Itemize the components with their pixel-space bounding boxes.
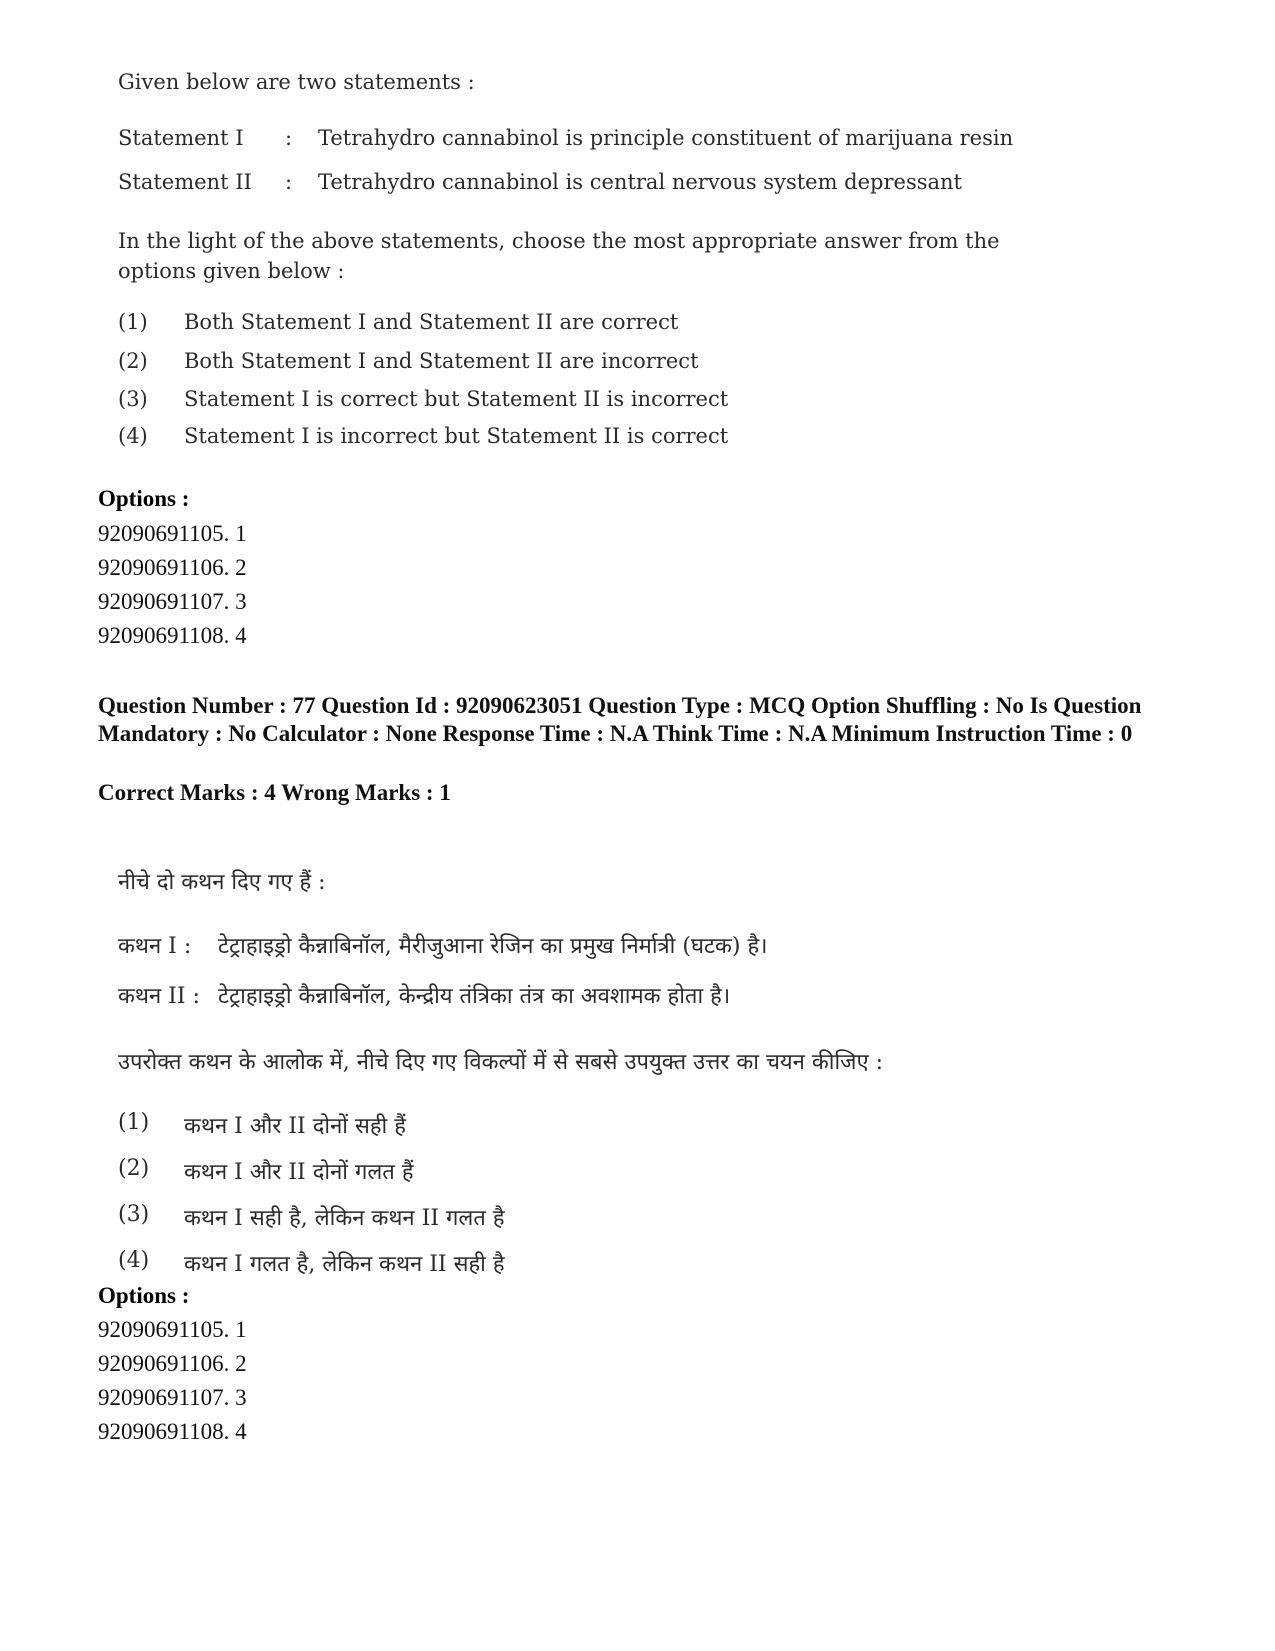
option-item: 92090691106. 2	[98, 1351, 247, 1376]
option-item: 92090691107. 3	[98, 1385, 247, 1410]
statement-colon: :	[285, 126, 293, 150]
option-item: 92090691106. 2	[98, 555, 247, 580]
choice-text: Both Statement I and Statement II are correct	[184, 310, 679, 334]
choice-number: (2)	[118, 349, 148, 373]
choice-number: (3)	[118, 1202, 150, 1227]
statement-text: टेट्राहाइड्रो कैन्नाबिनॉल, केन्द्रीय तंत्रिका तंत्र का अवशामक होता है।	[218, 984, 731, 1009]
choice-number: (4)	[118, 424, 148, 448]
choice-text: Statement I is incorrect but Statement II is correct	[184, 424, 729, 448]
option-item: 92090691105. 1	[98, 521, 247, 546]
statement-text: Tetrahydro cannabinol is central nervous system depressant	[318, 170, 962, 194]
question-metadata: Question Number : 77 Question Id : 92090623051 Question Type : MCQ Option Shuffling : No Is Question Mandatory : No Calculator : None Response Time : N.A Think Time : N.A Minimum Instruction Time : 0	[98, 693, 1142, 746]
question-intro: Given below are two statements :	[118, 70, 475, 94]
choice-number: (3)	[118, 387, 148, 411]
choice-number: (4)	[118, 1248, 150, 1273]
question-instruction: उपरोक्त कथन के आलोक में, नीचे दिए गए विकल्पों में से सबसे उपयुक्त उत्तर का चयन कीजिए :	[118, 1050, 884, 1075]
statement-label: Statement I	[118, 126, 244, 150]
statement-text: Tetrahydro cannabinol is principle constituent of marijuana resin	[318, 126, 1014, 150]
options-heading: Options :	[98, 486, 190, 511]
statement-label: कथन I :	[118, 934, 192, 959]
statement-colon: :	[285, 170, 293, 194]
choice-number: (2)	[118, 1156, 150, 1181]
choice-text: Both Statement I and Statement II are incorrect	[184, 349, 699, 373]
options-heading: Options :	[98, 1283, 190, 1308]
option-item: 92090691108. 4	[98, 623, 247, 648]
choice-text: कथन I और II दोनों गलत हैं	[184, 1160, 414, 1185]
question-instruction: In the light of the above statements, choose the most appropriate answer from the options given below :	[118, 229, 1000, 283]
choice-text: कथन I गलत है, लेकिन कथन II सही है	[184, 1252, 505, 1277]
choice-number: (1)	[118, 310, 148, 334]
options-list	[98, 517, 247, 653]
options-list	[98, 1313, 247, 1449]
choice-text: कथन I सही है, लेकिन कथन II गलत है	[184, 1206, 505, 1231]
option-item: 92090691107. 3	[98, 589, 247, 614]
choice-text: Statement I is correct but Statement II is incorrect	[184, 387, 729, 411]
statement-text: टेट्राहाइड्रो कैन्नाबिनॉल, मैरीजुआना रेजिन का प्रमुख निर्मात्री (घटक) है।	[218, 934, 768, 959]
statement-label: Statement II	[118, 170, 252, 194]
choice-text: कथन I और II दोनों सही हैं	[184, 1114, 406, 1139]
marks-info: Correct Marks : 4 Wrong Marks : 1	[98, 780, 451, 805]
statement-label: कथन II :	[118, 984, 200, 1009]
option-item: 92090691108. 4	[98, 1419, 247, 1444]
option-item: 92090691105. 1	[98, 1317, 247, 1342]
choice-number: (1)	[118, 1110, 150, 1135]
question-intro: नीचे दो कथन दिए गए हैं :	[118, 870, 326, 895]
